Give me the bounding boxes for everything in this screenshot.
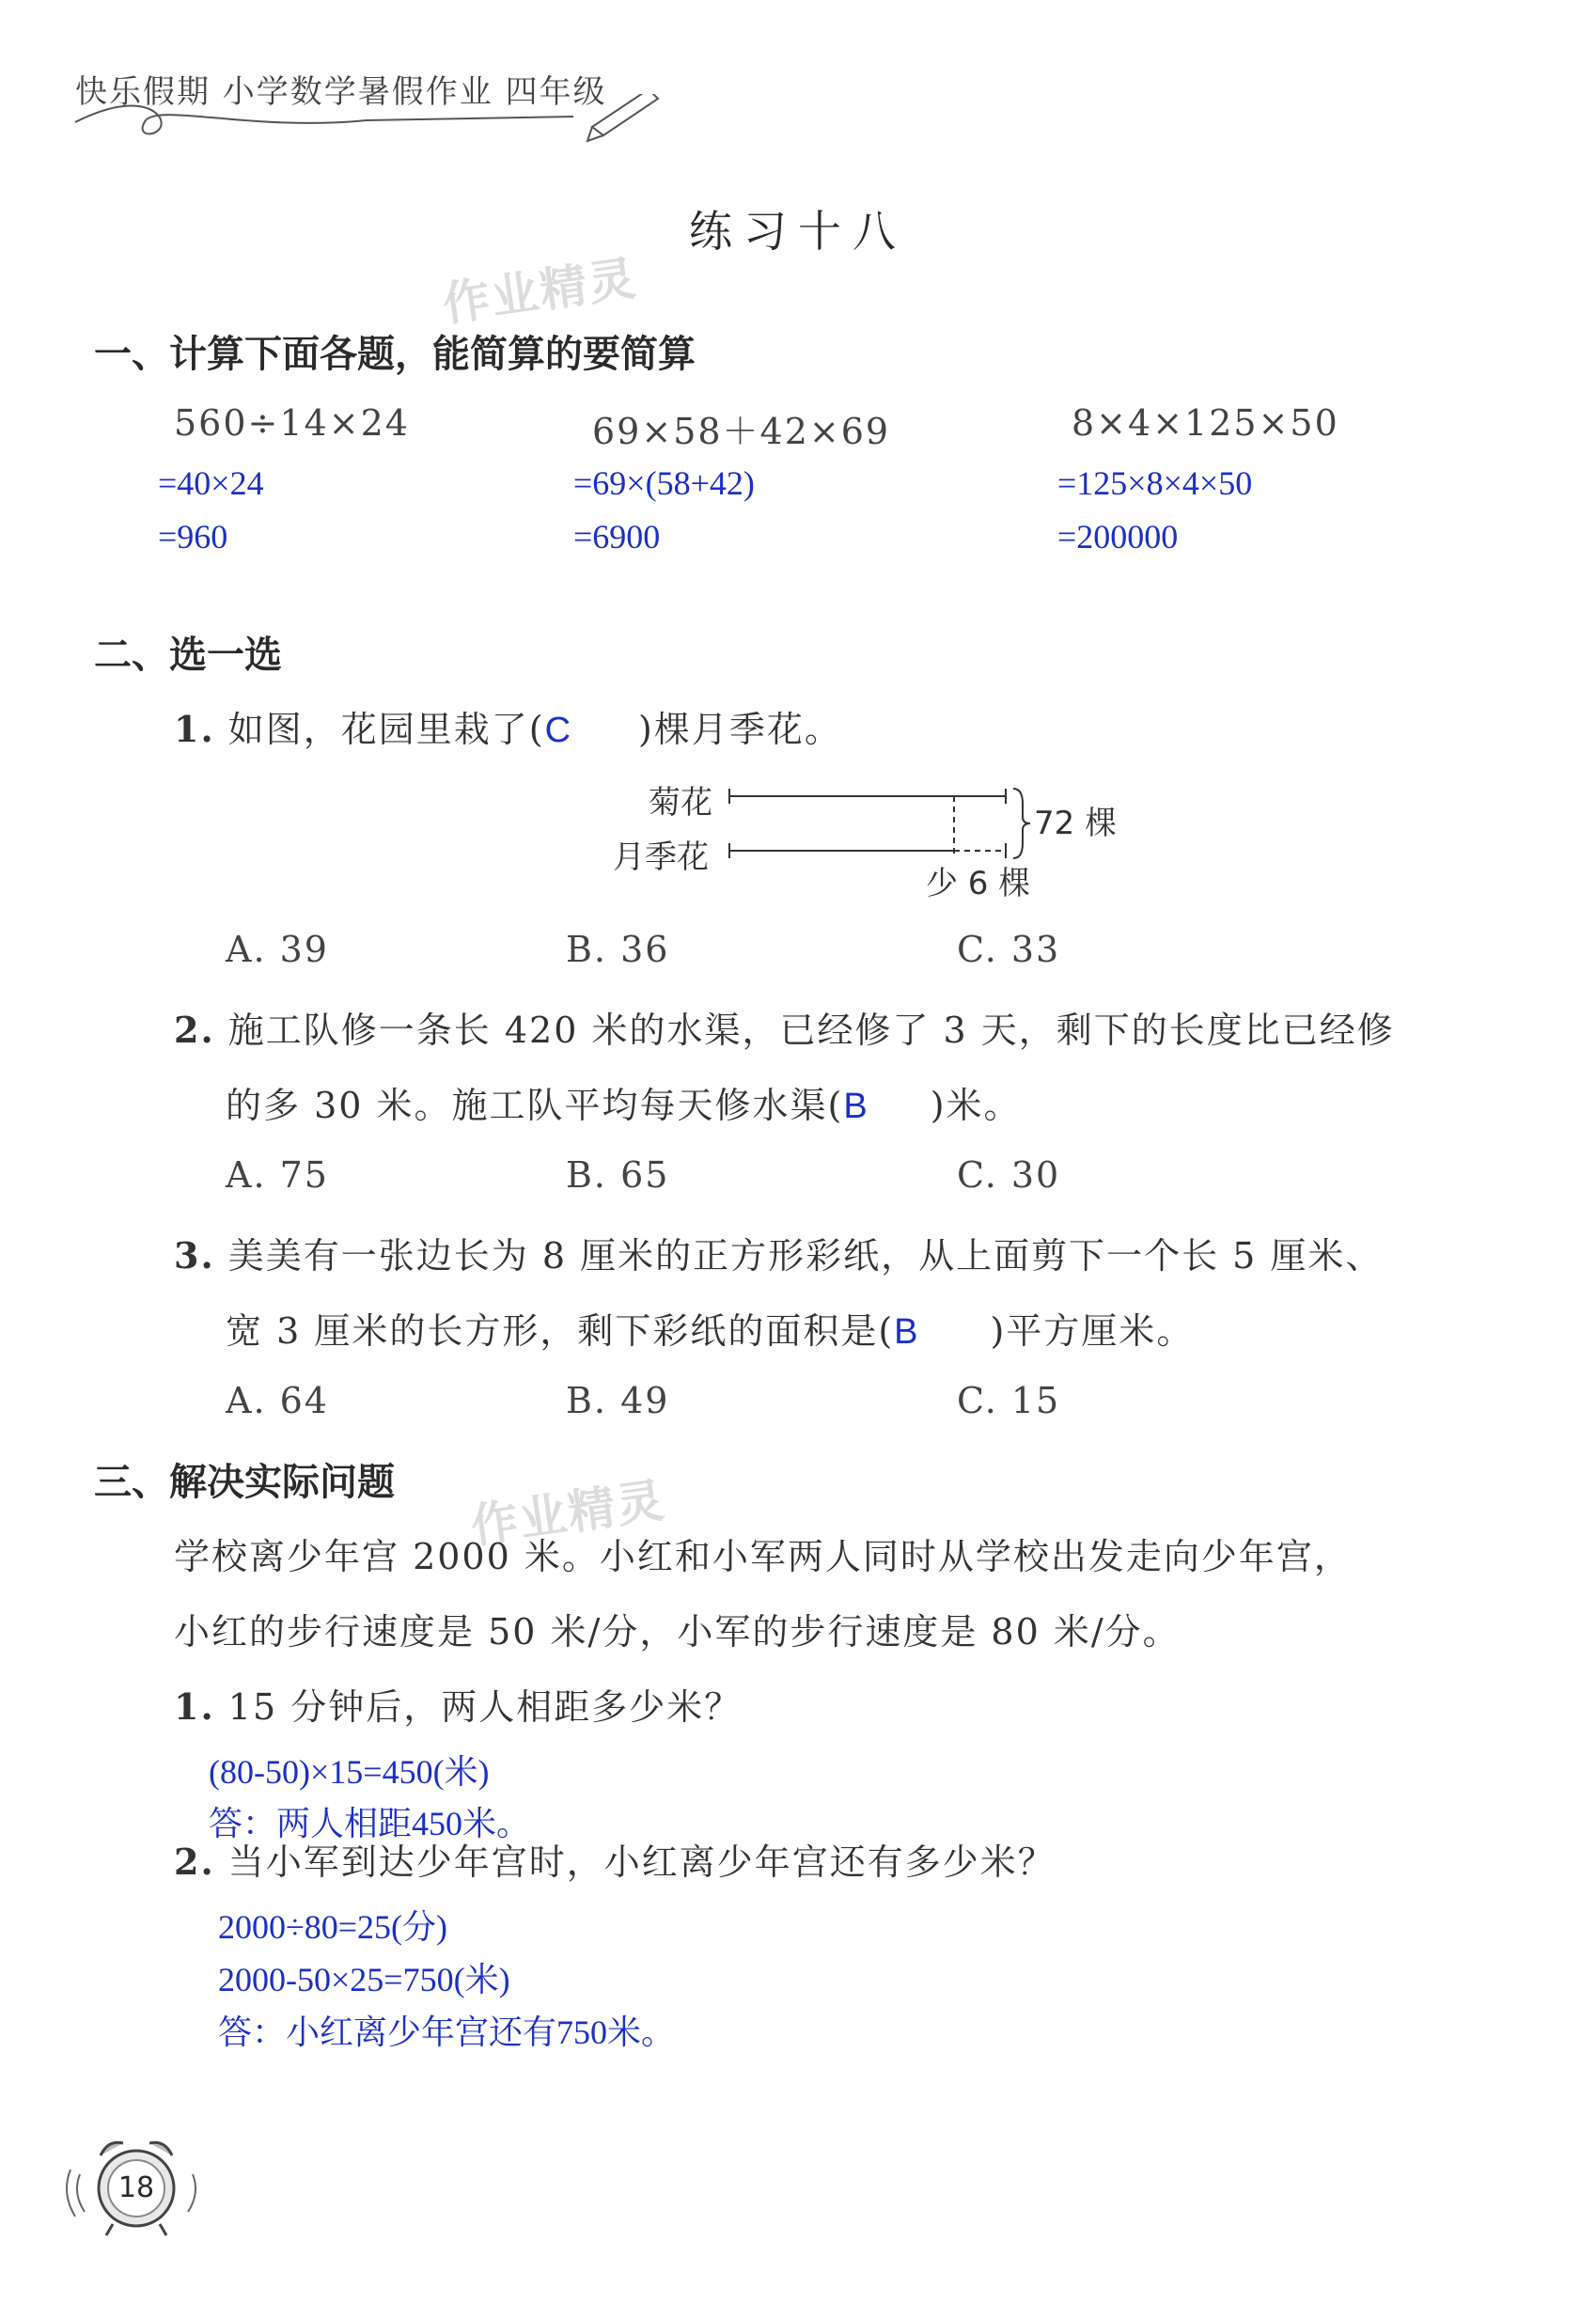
question-text-end: )棵月季花。 <box>638 709 842 750</box>
question-text: 当小军到达少年宫时，小红离少年宫还有多少米？ <box>227 1841 1056 1883</box>
header-underline-decoration <box>66 94 667 150</box>
q3-option-b: B. 49 <box>566 1380 670 1421</box>
word-problem-2-work-1: 2000÷80=25(分) <box>218 1908 448 1946</box>
diagram-total-label: 72 棵 <box>1034 805 1118 842</box>
question-number: 3. <box>174 1234 215 1277</box>
question-number: 1. <box>174 708 215 750</box>
question-number: 2. <box>174 1009 215 1051</box>
q1-option-b: B. 36 <box>566 929 670 970</box>
problem-2-step-1: =69×(58+42) <box>573 464 755 502</box>
question-number: 1. <box>174 1685 215 1728</box>
question-text-end: )平方厘米。 <box>990 1310 1195 1352</box>
problem-intro-line-1: 学校离少年宫 2000 米。小红和小军两人同时从学校出发走向少年宫， <box>174 1536 1352 1577</box>
choice-question-3-line-2 <box>226 1302 1194 1354</box>
question-number: 2. <box>174 1841 215 1883</box>
choice-question-2-line-2 <box>226 1076 1022 1128</box>
problem-3-expression: 8×4×125×50 <box>1072 402 1339 444</box>
watermark-2: 作业精灵 <box>467 1472 669 1555</box>
word-problem-2-work-2: 2000-50×25=750(米) <box>218 1961 510 1998</box>
q2-option-b: B. 65 <box>566 1154 670 1196</box>
question-answer: B <box>843 1087 869 1126</box>
problem-2-expression: 69×58＋42×69 <box>592 411 891 452</box>
problem-1-step-1: =40×24 <box>158 464 264 502</box>
word-problem-2-answer: 答：小红离少年宫还有750米。 <box>218 2013 676 2051</box>
word-problem-1 <box>174 1678 742 1730</box>
line-segment-diagram <box>724 776 1034 870</box>
q3-option-a: A. 64 <box>226 1380 329 1421</box>
q3-option-c: C. 15 <box>957 1380 1061 1421</box>
question-text-end: )米。 <box>930 1085 1022 1126</box>
section-2-heading: 二、选一选 <box>94 634 282 677</box>
page-title: 练习十八 <box>689 206 907 257</box>
problem-3-step-2: =200000 <box>1057 518 1179 556</box>
diagram-label-rose: 月季花 <box>613 838 709 876</box>
question-text: 美美有一张边长为 8 厘米的正方形彩纸，从上面剪下一个长 5 厘米、 <box>227 1235 1384 1277</box>
word-problem-2 <box>174 1833 1056 1885</box>
diagram-label-chrysanthemum: 菊花 <box>649 784 712 822</box>
choice-question-3-line-1 <box>174 1227 1383 1278</box>
problem-3-step-1: =125×8×4×50 <box>1057 464 1253 502</box>
question-text: 的多 30 米。施工队平均每天修水渠( <box>226 1085 844 1126</box>
question-answer: C <box>544 711 573 750</box>
word-problem-1-work-1: (80-50)×15=450(米) <box>209 1753 490 1791</box>
question-text: 宽 3 厘米的长方形，剩下彩纸的面积是( <box>226 1310 895 1352</box>
problem-1-expression: 560÷14×24 <box>174 402 410 444</box>
question-text: 如图，花园里栽了( <box>227 709 545 750</box>
diagram-difference-label: 少 6 棵 <box>926 865 1031 902</box>
problem-1-step-2: =960 <box>158 518 228 556</box>
question-answer: B <box>894 1312 920 1352</box>
word-problem-1-answer: 答：两人相距450米。 <box>209 1805 531 1842</box>
problem-intro-line-2: 小红的步行速度是 50 米/分，小军的步行速度是 80 米/分。 <box>174 1611 1181 1653</box>
book-header: 快乐假期 小学数学暑假作业 四年级 <box>75 73 607 111</box>
section-3-heading: 三、解决实际问题 <box>94 1461 395 1504</box>
q2-option-a: A. 75 <box>226 1154 329 1196</box>
problem-2-step-2: =6900 <box>573 518 661 556</box>
question-text: 15 分钟后，两人相距多少米？ <box>227 1686 743 1728</box>
q1-option-a: A. 39 <box>226 929 329 970</box>
question-text: 施工队修一条长 420 米的水渠，已经修了 3 天，剩下的长度比已经修 <box>227 1010 1395 1051</box>
watermark-1: 作业精灵 <box>439 250 641 333</box>
page-number: 18 <box>117 2171 155 2204</box>
q2-option-c: C. 30 <box>957 1154 1061 1196</box>
q1-option-c: C. 33 <box>957 929 1061 970</box>
section-1-heading: 一、计算下面各题，能简算的要简算 <box>94 333 696 376</box>
choice-question-1 <box>174 700 842 752</box>
choice-question-2-line-1 <box>174 1001 1395 1053</box>
